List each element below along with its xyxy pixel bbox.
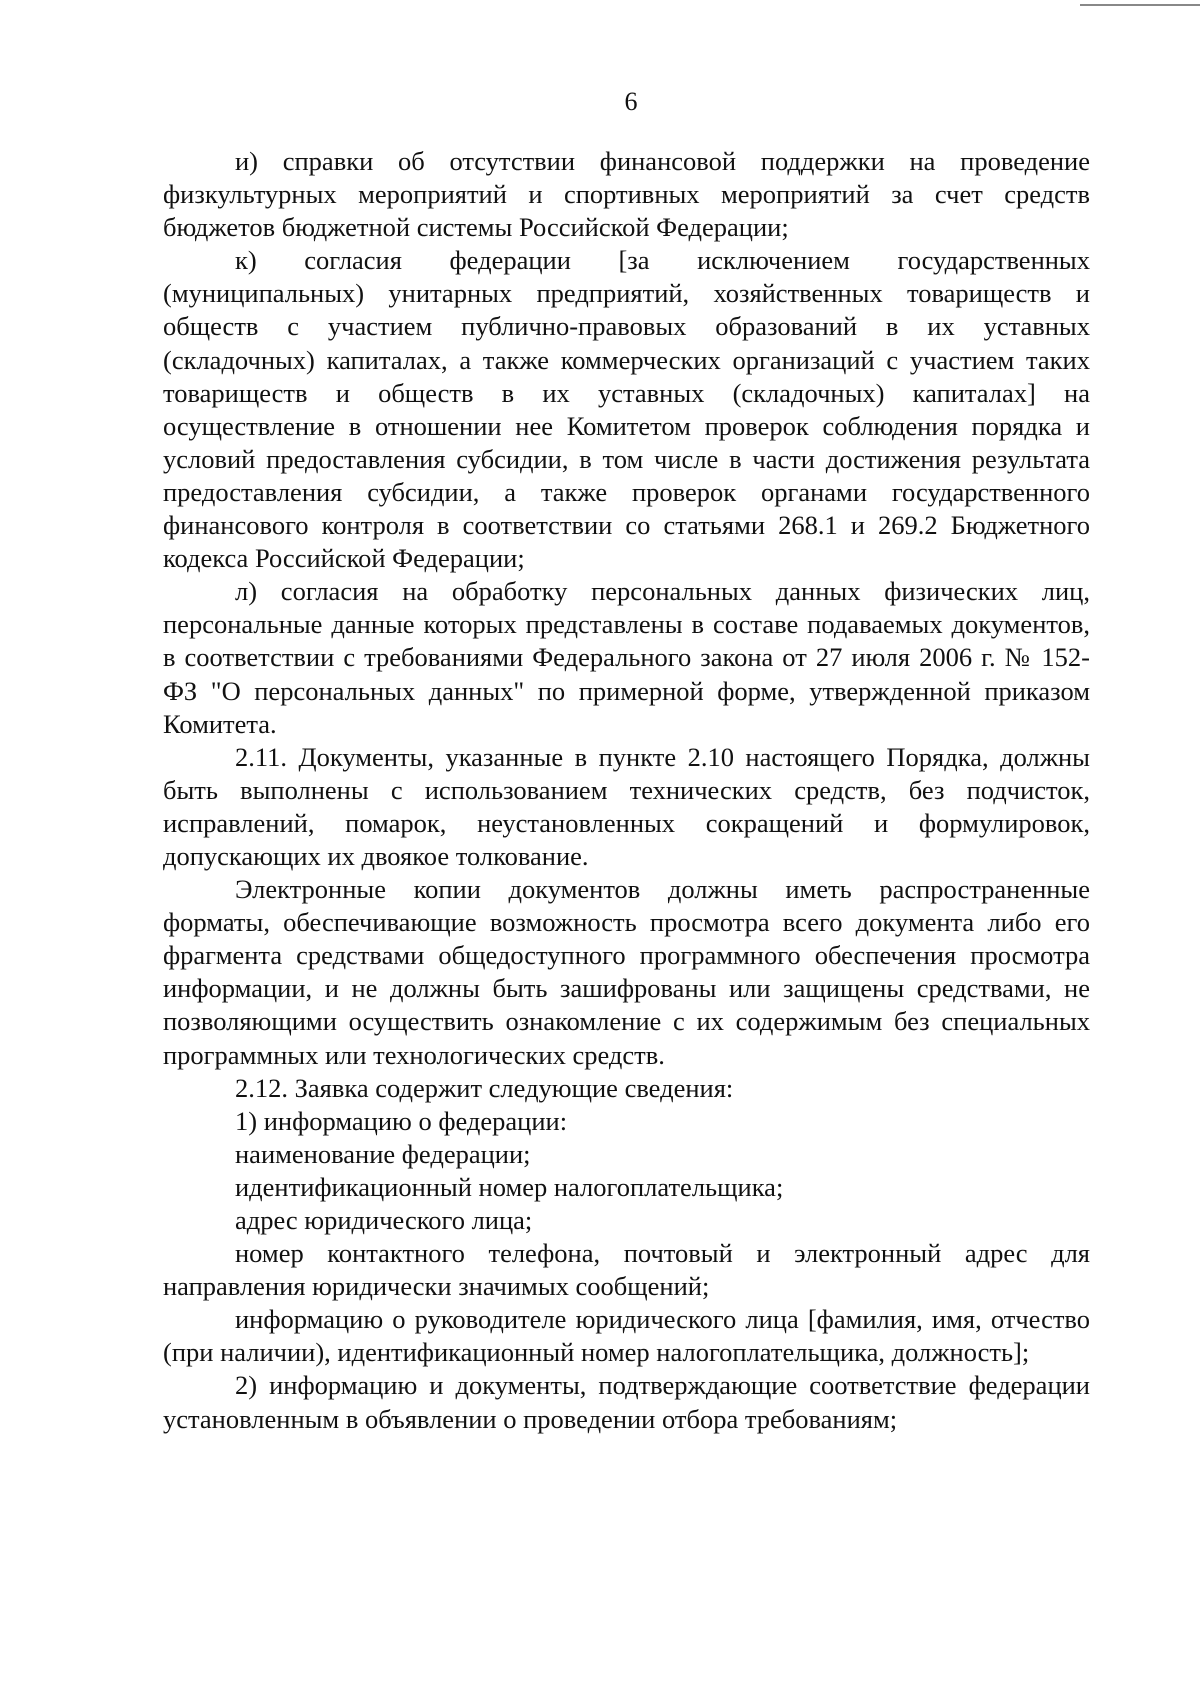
list-item-federation-info: 1) информацию о федерации: [235,1105,568,1136]
list-item-compliance-docs: 2) информацию и документы, подтверждающие соответствие федерации установленным в объявлении о проведении отбора требованиям; [163,1370,1090,1434]
paragraph-electronic-copies: Электронные копии документов должны иметь распространенные форматы, обеспечивающие возможность просмотра всего документа либо его фрагмента средствами общедоступного программного обеспечения просмотра информации, и не должны быть зашифрованы или защищены средствами, не позволяющими осуществить ознакомление с их содержимым без специальных программных или технологических средств. [163,874,1090,1070]
list-item-legal-address: адрес юридического лица; [235,1205,533,1235]
page-number: 6 [624,87,638,116]
document-body [163,145,1090,1436]
paragraph-item-k: к) согласия федерации [за исключением государственных (муниципальных) унитарных предприятий, хозяйственных товариществ и обществ с участием публично-правовых образований в их уставных (складочных) капиталах, а также коммерческих организаций с участием таких товариществ и обществ в их уставных (складочных) капиталах] на осуществление в отношении нее Комитетом проверок соблюдения порядка и условий предоставления субсидии, в том числе в части достижения результата предоставления субсидии, а также проверок органами государственного финансового контроля в соответствии со статьями 268.1 и 269.2 Бюджетного кодекса Российской Федерации; [163,245,1090,574]
paragraph-2-12: 2.12. Заявка содержит следующие сведения: [235,1072,734,1103]
list-item-inn: идентификационный номер налогоплательщика; [235,1171,784,1202]
list-item-federation-name: наименование федерации; [235,1138,531,1169]
paragraph-item-i: и) справки об отсутствии финансовой поддержки на проведение физкультурных мероприятий и спортивных мероприятий за счет средств бюджетов бюджетной системы Российской Федерации; [163,146,1090,243]
paragraph-2-11: 2.11. Документы, указанные в пункте 2.10 настоящего Порядка, должны быть выполнены с использованием технических средств, без подчисток, исправлений, помарок, неустановленных сокращений и формулировок, допускающих их двоякое толкование. [163,741,1090,871]
list-item-director-info: информацию о руководителе юридического лица [фамилия, имя, отчество (при наличии), идентификационный номер налогоплательщика, должность]; [163,1304,1090,1368]
scan-edge-mark [1080,4,1200,6]
paragraph-item-l: л) согласия на обработку персональных данных физических лиц, персональные данные которых представлены в составе подаваемых документов, в соответствии с требованиями Федерального закона от 27 июля 2006 г. № 152-ФЗ "О персональных данных" по примерной форме, утвержденной приказом Комитета. [163,576,1090,739]
list-item-contacts: номер контактного телефона, почтовый и электронный адрес для направления юридически значимых сообщений; [163,1238,1090,1302]
